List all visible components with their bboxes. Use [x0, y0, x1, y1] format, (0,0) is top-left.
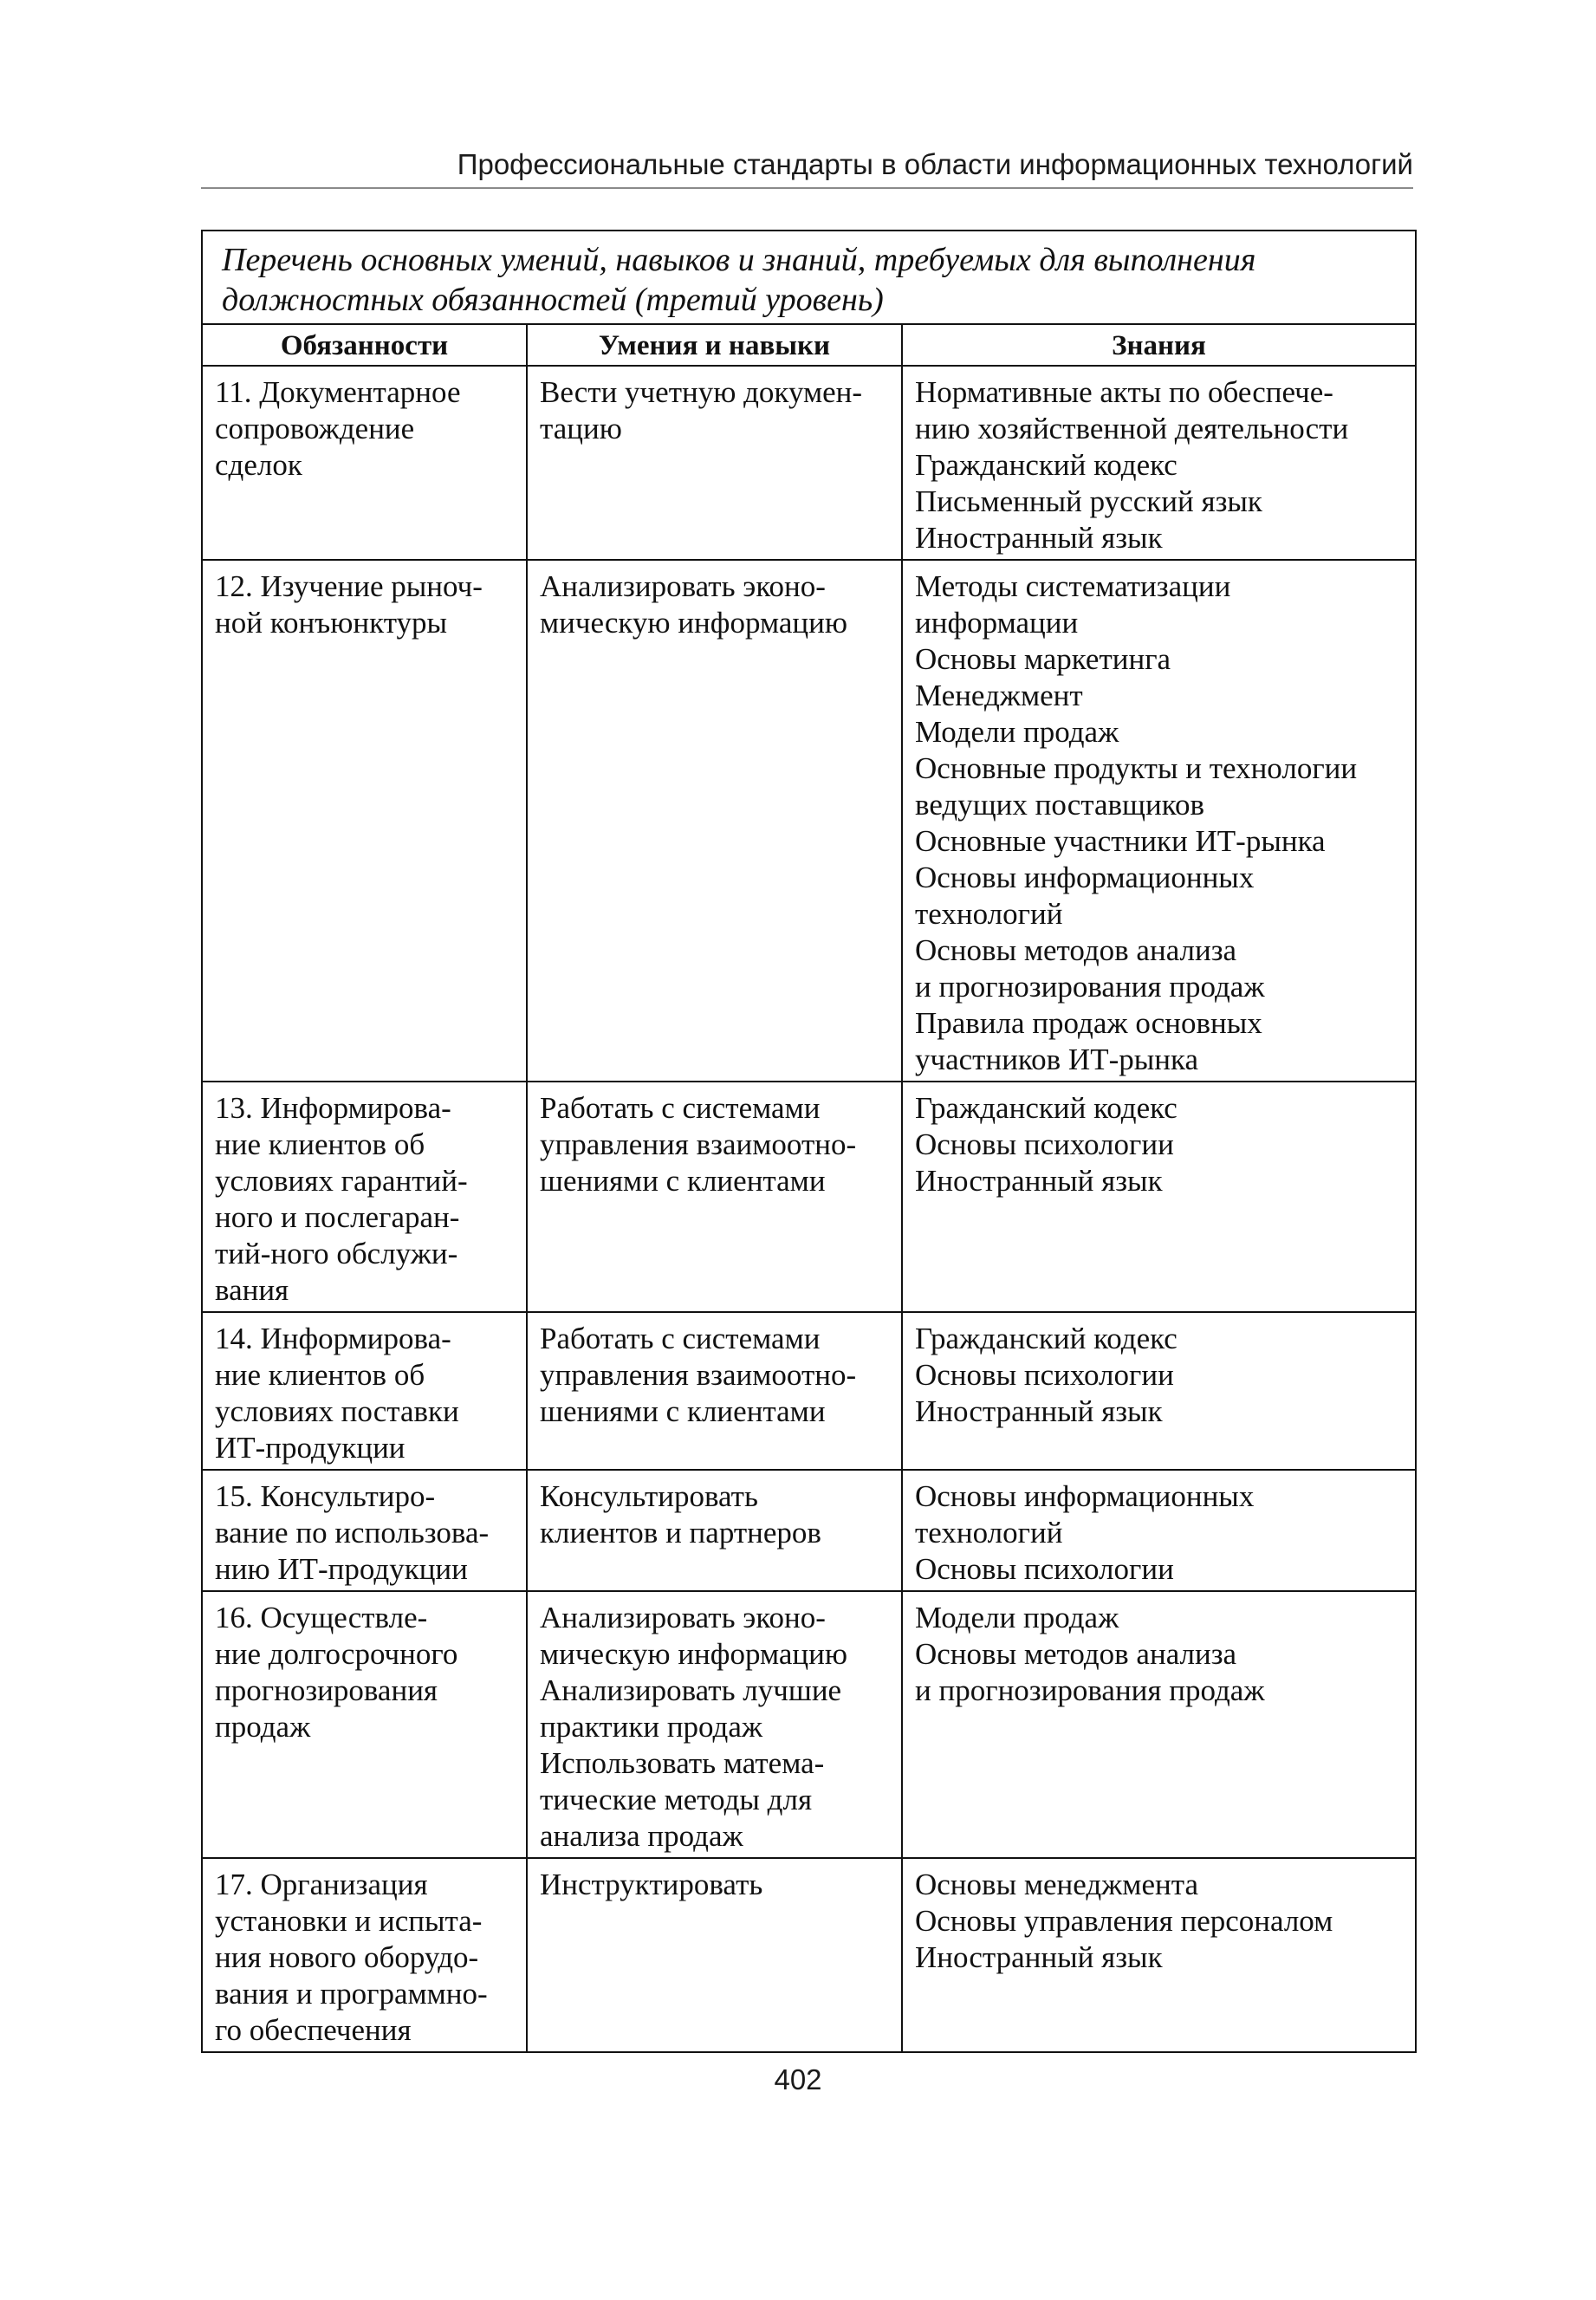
cell-line: нию ИТ-продукции [215, 1552, 468, 1586]
knowledge-cell [902, 1082, 1416, 1312]
cell-line: Письменный русский язык [915, 484, 1262, 518]
caption-line: должностных обязанностей (третий уровень) [222, 282, 884, 318]
duty-cell [202, 1470, 527, 1591]
cell-line: вание по использова- [215, 1516, 490, 1550]
knowledge-cell [902, 1858, 1416, 2052]
table-row [202, 1858, 1416, 2052]
duty-cell [202, 1312, 527, 1470]
knowledge-cell [902, 1470, 1416, 1591]
cell-line: Анализировать лучшие [540, 1673, 842, 1707]
cell-line: 15. Консультиро- [215, 1479, 436, 1513]
cell-line: практики продаж [540, 1710, 763, 1744]
skills-cell [527, 1082, 902, 1312]
cell-line: Гражданский кодекс [915, 1322, 1178, 1355]
cell-line: вания [215, 1273, 289, 1307]
cell-line: Методы систематизации [915, 569, 1231, 603]
cell-line: ведущих поставщиков [915, 788, 1204, 822]
cell-line: продаж [215, 1710, 311, 1744]
cell-line: Вести учетную докумен- [540, 375, 863, 409]
cell-line: Анализировать эконо- [540, 1601, 826, 1634]
cell-line: Модели продаж [915, 1601, 1119, 1634]
cell-line: Основы психологии [915, 1358, 1174, 1392]
cell-line: Основные продукты и технологии [915, 751, 1358, 785]
column-header-row [202, 324, 1416, 366]
running-header: Профессиональные стандарты в области информационных технологий [457, 148, 1413, 180]
knowledge-cell [902, 1312, 1416, 1470]
cell-line: ние клиентов об [215, 1127, 425, 1161]
table-row [202, 1312, 1416, 1470]
cell-line: управления взаимоотно- [540, 1127, 857, 1161]
column-header-duties: Обязанности [202, 324, 527, 366]
cell-line: и прогнозирования продаж [915, 970, 1265, 1004]
cell-line: мическую информацию [540, 606, 847, 640]
cell-line: тий-ного обслужи- [215, 1237, 458, 1270]
cell-line: Основы маркетинга [915, 642, 1171, 676]
cell-line: Менеджмент [915, 679, 1083, 712]
cell-line: 11. Документарное [215, 375, 461, 409]
table-row [202, 1470, 1416, 1591]
cell-line: Правила продаж основных [915, 1006, 1262, 1040]
table-row [202, 560, 1416, 1082]
cell-line: сделок [215, 448, 302, 482]
skills-cell [527, 1312, 902, 1470]
cell-line: 12. Изучение рыноч- [215, 569, 483, 603]
cell-line: Модели продаж [915, 715, 1119, 749]
cell-line: ного и послегаран- [215, 1200, 460, 1234]
cell-line: го обеспечения [215, 2013, 412, 2047]
duty-cell [202, 366, 527, 560]
skills-cell [527, 366, 902, 560]
cell-line: ние клиентов об [215, 1358, 425, 1392]
cell-line: Основные участники ИТ-рынка [915, 824, 1326, 858]
skills-cell [527, 1591, 902, 1858]
skills-cell [527, 1470, 902, 1591]
cell-line: Основы методов анализа [915, 933, 1237, 967]
cell-line: информации [915, 606, 1079, 640]
knowledge-cell [902, 1591, 1416, 1858]
cell-line: Иностранный язык [915, 1394, 1163, 1428]
duty-cell [202, 1858, 527, 2052]
cell-line: Основы управления персоналом [915, 1904, 1333, 1938]
cell-line: технологий [915, 897, 1063, 931]
cell-line: Гражданский кодекс [915, 448, 1178, 482]
cell-line: анализа продаж [540, 1819, 743, 1853]
cell-line: Анализировать эконо- [540, 569, 826, 603]
column-header-skills: Умения и навыки [527, 324, 902, 366]
duty-cell [202, 1591, 527, 1858]
cell-line: Основы менеджмента [915, 1868, 1198, 1901]
skills-cell [527, 560, 902, 1082]
cell-line: Использовать матема- [540, 1746, 825, 1780]
cell-line: шениями с клиентами [540, 1164, 826, 1198]
cell-line: шениями с клиентами [540, 1394, 826, 1428]
cell-line: 17. Организация [215, 1868, 428, 1901]
cell-line: и прогнозирования продаж [915, 1673, 1265, 1707]
cell-line: клиентов и партнеров [540, 1516, 821, 1550]
cell-line: Работать с системами [540, 1091, 821, 1125]
cell-line: Работать с системами [540, 1322, 821, 1355]
duty-cell [202, 1082, 527, 1312]
knowledge-cell [902, 366, 1416, 560]
cell-line: 14. Информирова- [215, 1322, 451, 1355]
cell-line: установки и испыта- [215, 1904, 483, 1938]
caption-line: Перечень основных умений, навыков и знаний, требуемых для выполнения [222, 242, 1256, 278]
cell-line: Основы психологии [915, 1127, 1174, 1161]
cell-line: прогнозирования [215, 1673, 438, 1707]
cell-line: участников ИТ-рынка [915, 1043, 1198, 1076]
cell-line: сопровождение [215, 412, 415, 445]
cell-line: ИТ-продукции [215, 1431, 405, 1465]
cell-line: 13. Информирова- [215, 1091, 451, 1125]
cell-line: ние долгосрочного [215, 1637, 458, 1671]
cell-line: тацию [540, 412, 622, 445]
cell-line: условиях гарантий- [215, 1164, 468, 1198]
column-header-knowledge: Знания [902, 324, 1416, 366]
duty-cell [202, 560, 527, 1082]
table-caption [202, 231, 1416, 324]
cell-line: Основы информационных [915, 861, 1255, 894]
skills-cell [527, 1858, 902, 2052]
header-rule [201, 187, 1413, 189]
cell-line: Основы информационных [915, 1479, 1255, 1513]
cell-line: условиях поставки [215, 1394, 459, 1428]
skills-table [201, 230, 1417, 2053]
cell-line: ной конъюнктуры [215, 606, 448, 640]
cell-line: Основы психологии [915, 1552, 1174, 1586]
cell-line: мическую информацию [540, 1637, 847, 1671]
cell-line: тические методы для [540, 1783, 813, 1816]
caption-row [202, 231, 1416, 324]
cell-line: вания и программно- [215, 1977, 488, 2011]
cell-line: ния нового оборудо- [215, 1940, 479, 1974]
page-number: 402 [774, 2063, 822, 2095]
cell-line: 16. Осуществле- [215, 1601, 428, 1634]
cell-line: Основы методов анализа [915, 1637, 1237, 1671]
cell-line: Инструктировать [540, 1868, 763, 1901]
cell-line: нию хозяйственной деятельности [915, 412, 1349, 445]
cell-line: Иностранный язык [915, 1940, 1163, 1974]
table-row [202, 1591, 1416, 1858]
knowledge-cell [902, 560, 1416, 1082]
table-row [202, 1082, 1416, 1312]
cell-line: управления взаимоотно- [540, 1358, 857, 1392]
cell-line: Консультировать [540, 1479, 758, 1513]
cell-line: Иностранный язык [915, 1164, 1163, 1198]
cell-line: Гражданский кодекс [915, 1091, 1178, 1125]
cell-line: Нормативные акты по обеспече- [915, 375, 1333, 409]
table-row [202, 366, 1416, 560]
cell-line: технологий [915, 1516, 1063, 1550]
cell-line: Иностранный язык [915, 521, 1163, 555]
